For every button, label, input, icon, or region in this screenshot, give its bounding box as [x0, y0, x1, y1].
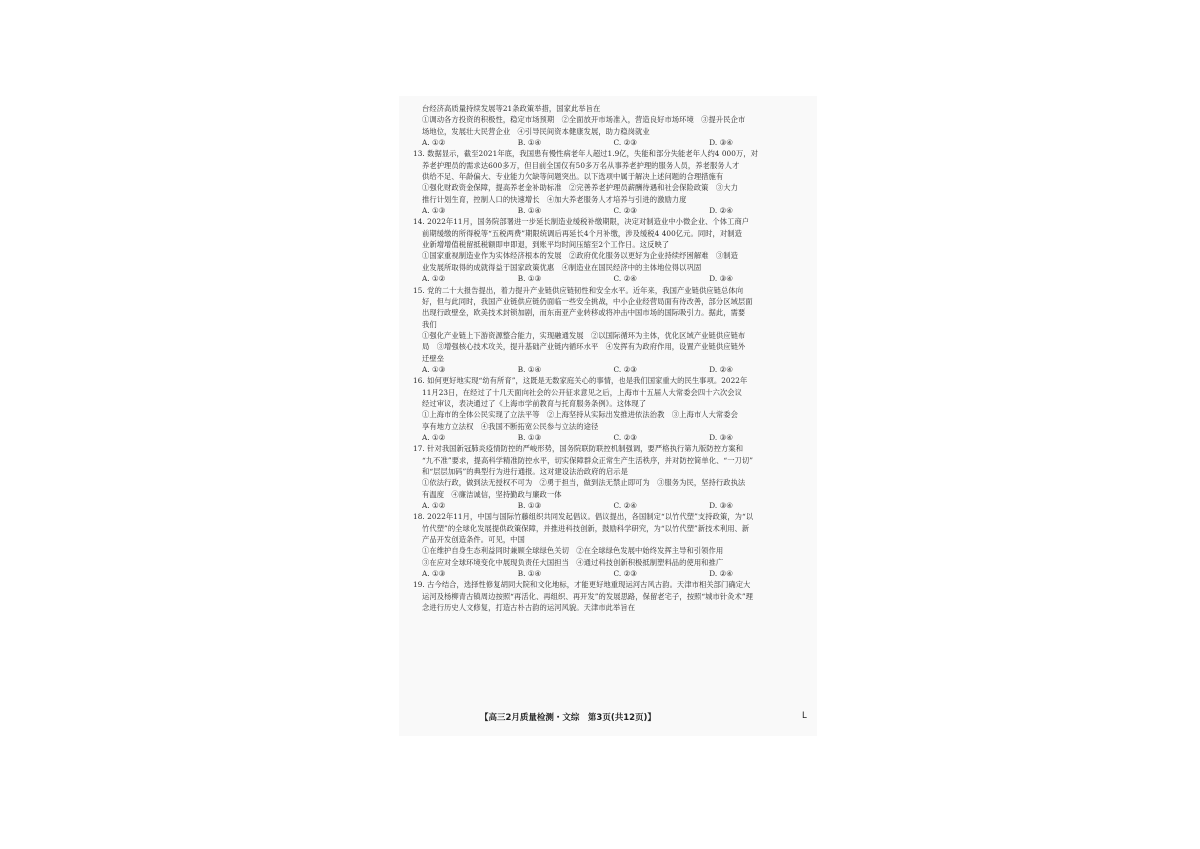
text-line: ①国家重视制造业作为实体经济根本的发展 ②政府优化服务以更好为企业持续纾困解难 ③制造 — [422, 251, 738, 261]
answer-options — [413, 273, 805, 284]
text-line: 出现行政壁垒，欧美技术封锁加剧，而东南亚产业转移或将冲击中国市场的国际吸引力。据此，需要 — [422, 308, 746, 318]
answer-option: C. ②④ — [613, 274, 637, 284]
answer-option: B. ①④ — [517, 206, 542, 216]
text-line: 有温度 ④廉洁诚信，坚持勤政与廉政一体 — [422, 489, 562, 499]
answer-option: B. ①④ — [517, 138, 542, 148]
answer-option: C. ②③ — [613, 138, 637, 148]
text-line: 产品开发创造条件。可见，中国 — [422, 535, 525, 545]
text-line: ①强化财政资金保障，提高养老金补助标准 ②完善养老护理员薪酬待遇和社会保险政策 ③大力 — [422, 183, 738, 193]
answer-option: C. ②④ — [613, 501, 637, 511]
answer-option: D. ②④ — [709, 206, 733, 216]
page-footer: 【高三2月质量检测・文综 第3页(共12页)】 — [480, 713, 656, 723]
question-stem-line: 15. 党的二十大报告提出，着力提升产业链供应链韧性和安全水平。近年来，我国产业链供应链总体向 — [413, 285, 744, 295]
text-line: 好，但与此同时，我国产业链供应链仍面临一些安全挑战，中小企业经营局面有待改善，部分区域层面 — [422, 296, 753, 306]
answer-option: B. ①④ — [517, 364, 542, 374]
answer-option: A. ①③ — [422, 569, 446, 579]
answer-option: C. ②③ — [613, 206, 637, 216]
question-stem-line: 17. 针对我国新冠肺炎疫情防控的严峻形势，国务院联防联控机制强调，要严格执行第九版防控方案和 — [413, 444, 744, 454]
text-line: 经过审议，表决通过了《上海市学前教育与托育服务条例》。这体现了 — [422, 398, 647, 408]
text-line: 前期缓缴的所得税等“五税两费”期限统调后再延长4个月补缴，涉及缓税4 400亿元。同时，对制造 — [422, 228, 742, 238]
answer-options — [413, 568, 805, 579]
text-line: 场地位，发展壮大民营企业 ④引导民间资本健康发展，助力稳岗就业 — [422, 126, 650, 136]
answer-option: D. ③④ — [709, 501, 733, 511]
text-line: 我们 — [422, 319, 437, 329]
text-line: 11月23日，在经过了十几天面向社会的公开征求意见之后，上海市十五届人大常委会四十六次会议 — [422, 387, 742, 397]
answer-option: D. ②④ — [709, 569, 733, 579]
text-line: ①强化产业链上下游资源整合能力，实现融通发展 ②以国际循环为主体，优化区域产业链供应链布 — [422, 330, 746, 340]
answer-option: B. ①④ — [517, 569, 542, 579]
answer-option: D. ③④ — [709, 274, 733, 284]
text-line: 念进行历史人文修复，打造古朴古韵的运河风貌。天津市此举旨在 — [422, 603, 636, 613]
text-line: ①依法行政，做到法无授权不可为 ②勇于担当，做到法无禁止即可为 ③服务为民，坚持行政执法 — [422, 478, 746, 488]
answer-options — [413, 137, 805, 148]
question-stem-line: 16. 如何更好地实现“幼有所育”，这既是无数家庭关心的事情，也是我们国家重大的民生事项。2022年 — [413, 376, 748, 386]
text-line: ③在应对全球环境变化中展现负责任大国担当 ④通过科技创新积极抵制塑料品的使用和推广 — [422, 557, 724, 567]
answer-options — [413, 432, 805, 443]
text-line: 竹代塑”的全球化发展提供政策保障，并推进科技创新，鼓励科学研究，为“以竹代塑”新技术利用、新 — [422, 523, 750, 533]
text-line: ①上海市的全体公民实现了立法平等 ②上海坚持从实际出发推进依法治教 ③上海市人大常委会 — [422, 410, 738, 420]
text-line: 和“层层加码”的典型行为进行通报。这对建设法治政府的启示是 — [422, 467, 628, 476]
text-line: 业发展所取得的成就得益于国家政策优惠 ④制造业在国民经济中的主体地位得以巩固 — [422, 262, 702, 272]
text-line: 运河及杨柳青古镇周边按照“再活化、再组织、再开发”的发展思路，保留老宅子，按照“城市针灸术”理 — [422, 591, 754, 601]
question-stem-line: 13. 数据显示，截至2021年底，我国患有慢性病老年人超过1.9亿，失能和部分失能老年人约4 000万，对 — [413, 149, 758, 159]
page-content — [413, 103, 805, 613]
answer-option: B. ①③ — [517, 432, 542, 442]
answer-option: D. ③④ — [709, 138, 733, 148]
text-line: 享有地方立法权 ④我国不断拓宽公民参与立法的途径 — [422, 421, 599, 431]
answer-option: C. ②③ — [613, 432, 637, 442]
answer-option: B. ①③ — [517, 501, 542, 511]
answer-option: C. ②③ — [613, 364, 637, 374]
answer-option: A. ①② — [422, 501, 446, 511]
answer-options — [413, 364, 805, 375]
text-line: ①在维护自身生态利益同时兼顾全球绿色关切 ②在全球绿色发展中始终发挥主导和引领作用 — [422, 546, 724, 556]
answer-options — [413, 500, 805, 511]
answer-option: D. ③④ — [709, 432, 733, 442]
text-line: 台经济高质量持续发展等21条政策举措，国家此举旨在 — [422, 104, 601, 113]
answer-options — [413, 205, 805, 216]
text-line: 供给不足、年龄偏大、专业能力欠缺等问题突出。以下选项中属于解决上述问题的合理措施有 — [422, 172, 724, 182]
question-stem-line: 18. 2022年11月，中国与国际竹藤组织共同发起倡议。倡议提出，各国制定“以竹代塑”支持政策，为“以 — [413, 512, 754, 522]
answer-option: A. ①② — [422, 274, 446, 284]
answer-option: D. ②④ — [709, 364, 733, 374]
text-line: 推行计划生育，控制人口的快速增长 ④加大养老服务人才培养与引进的激励力度 — [422, 194, 687, 204]
answer-option: C. ②③ — [613, 569, 637, 579]
answer-option: A. ①② — [422, 432, 446, 442]
text-line: 迁壁垒 — [422, 353, 445, 363]
text-line: ①调动各方投资的积极性，稳定市场预期 ②全面放开市场准入，营造良好市场环境 ③提升民企市 — [422, 115, 746, 125]
answer-option: B. ①③ — [517, 274, 542, 284]
question-stem-line: 14. 2022年11月，国务院部署进一步延长制造业缓税补缴期限，决定对制造业中小微企业、个体工商户 — [413, 217, 750, 227]
text-line: “九不准”要求，提高科学精准防控水平，切实保障群众正常生产生活秩序，并对防控简单化、“一刀切” — [422, 455, 754, 465]
text-line: 养老护理员的需求达600多万，但目前全国仅有50多万名从事养老护理的服务人员，养老服务人才 — [422, 160, 740, 170]
corner-mark: L — [802, 711, 807, 721]
text-line: 业新增增值税留抵税额即申即退，到账平均时间压缩至2个工作日。这反映了 — [422, 240, 670, 250]
text-line: 局 ③增强核心技术攻关，提升基础产业链内循环水平 ④发挥有为政府作用，设置产业链供应链外 — [422, 342, 746, 352]
answer-option: A. ①③ — [422, 206, 446, 216]
answer-option: A. ①② — [422, 138, 446, 148]
question-stem-line: 19. 古今结合，选择性修复胡同大院和文化地标，才能更好地重现运河古风古韵。天津市相关部门确定大 — [413, 580, 751, 590]
answer-option: A. ①③ — [422, 364, 446, 374]
